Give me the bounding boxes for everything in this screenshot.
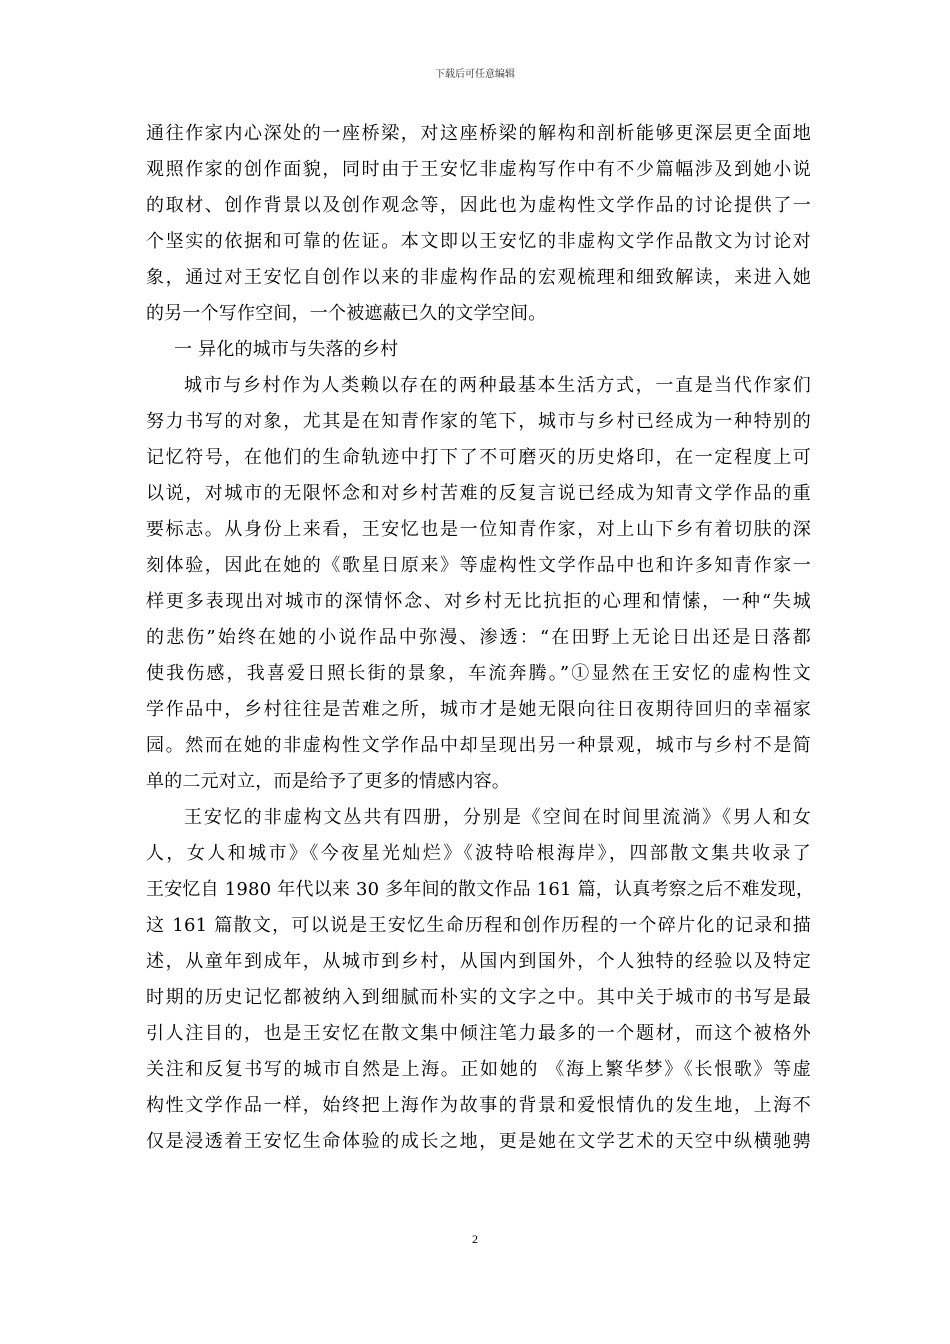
paragraph [146,368,811,800]
text-line: 通往作家内心深处的一座桥梁，对这座桥梁的解构和剖析能够更深层更全面地 [146,123,811,144]
paragraph [146,800,815,1160]
section-heading: 一 异化的城市与失落的乡村 [174,339,399,360]
text-line: 要标志。从身份上来看，王安忆也是一位知青作家，对上山下乡有着切肤的深 [146,519,811,540]
text-line: 的取材、创作背景以及创作观念等，因此也为虚构性文学作品的讨论提供了一 [146,195,811,216]
text-line: 的另一个写作空间，一个被遮蔽已久的文学空间。 [146,303,547,324]
text-line: 构性文学作品一样，始终把上海作为故事的背景和爱恨情仇的发生地，上海不 [146,1095,811,1116]
paragraph-continuation [146,116,811,332]
text-line: 仅是浸透着王安忆生命体验的成长之地，更是她在文学艺术的天空中纵横驰骋 [146,1131,811,1152]
page-number: 2 [472,1232,478,1246]
text-line: 时期的历史记忆都被纳入到细腻而朴实的文字之中。其中关于城市的书写是最 [146,987,811,1008]
text-line: 记忆符号，在他们的生命轨迹中打下了不可磨灭的历史烙印，在一定程度上可 [146,447,811,468]
text-line: 的悲伤”始终在她的小说作品中弥漫、渗透：“在田野上无论日出还是日落都 [146,627,811,648]
text-line: 使我伤感，我喜爱日照长街的景象，车流奔腾。”①显然在王安忆的虚构性文 [146,663,811,684]
text-line: 观照作家的创作面貌，同时由于王安忆非虚构写作中有不少篇幅涉及到她小说 [146,159,811,180]
text-line: 王安忆自 1980 年代以来 30 多年间的散文作品 161 篇，认真考察之后不难发现， [146,879,815,900]
text-line: 人，女人和城市》《今夜星光灿烂》《波特哈根海岸》，四部散文集共收录了 [146,843,811,864]
text-line: 努力书写的对象，尤其是在知青作家的笔下，城市与乡村已经成为一种特别的 [146,411,811,432]
text-line: 关注和反复书写的城市自然是上海。正如她的 《海上繁华梦》《长恨歌》等虚 [146,1059,811,1080]
text-line: 学作品中，乡村往往是苦难之所，城市才是她无限向往日夜期待回归的幸福家 [146,699,811,720]
text-line: 样更多表现出对城市的深情怀念、对乡村无比抗拒的心理和情愫，一种“失城 [146,591,811,612]
text-line: 单的二元对立，而是给予了更多的情感内容。 [146,771,510,792]
text-line: 城市与乡村作为人类赖以存在的两种最基本生活方式，一直是当代作家们 [184,375,811,396]
text-line: 以说，对城市的无限怀念和对乡村苦难的反复言说已经成为知青文学作品的重 [146,483,811,504]
text-line: 园。然而在她的非虚构性文学作品中却呈现出另一种景观，城市与乡村不是简 [146,735,811,756]
text-line: 刻体验，因此在她的《歌星日原来》等虚构性文学作品中也和许多知青作家一 [146,555,811,576]
text-line: 述，从童年到成年，从城市到乡村，从国内到国外，个人独特的经验以及特定 [146,951,811,972]
page-header: 下载后可任意编辑 [435,69,515,80]
text-line: 象，通过对王安忆自创作以来的非虚构作品的宏观梳理和细致解读，来进入她 [146,267,811,288]
text-line: 王安忆的非虚构文丛共有四册，分别是《空间在时间里流淌》《男人和女 [184,807,811,828]
text-line: 这 161 篇散文，可以说是王安忆生命历程和创作历程的一个碎片化的记录和描 [146,915,811,936]
document-body [146,116,815,1160]
text-line: 个坚实的依据和可靠的佐证。本文即以王安忆的非虚构文学作品散文为讨论对 [146,231,811,252]
text-line: 引人注目的，也是王安忆在散文集中倾注笔力最多的一个题材，而这个被格外 [146,1023,811,1044]
